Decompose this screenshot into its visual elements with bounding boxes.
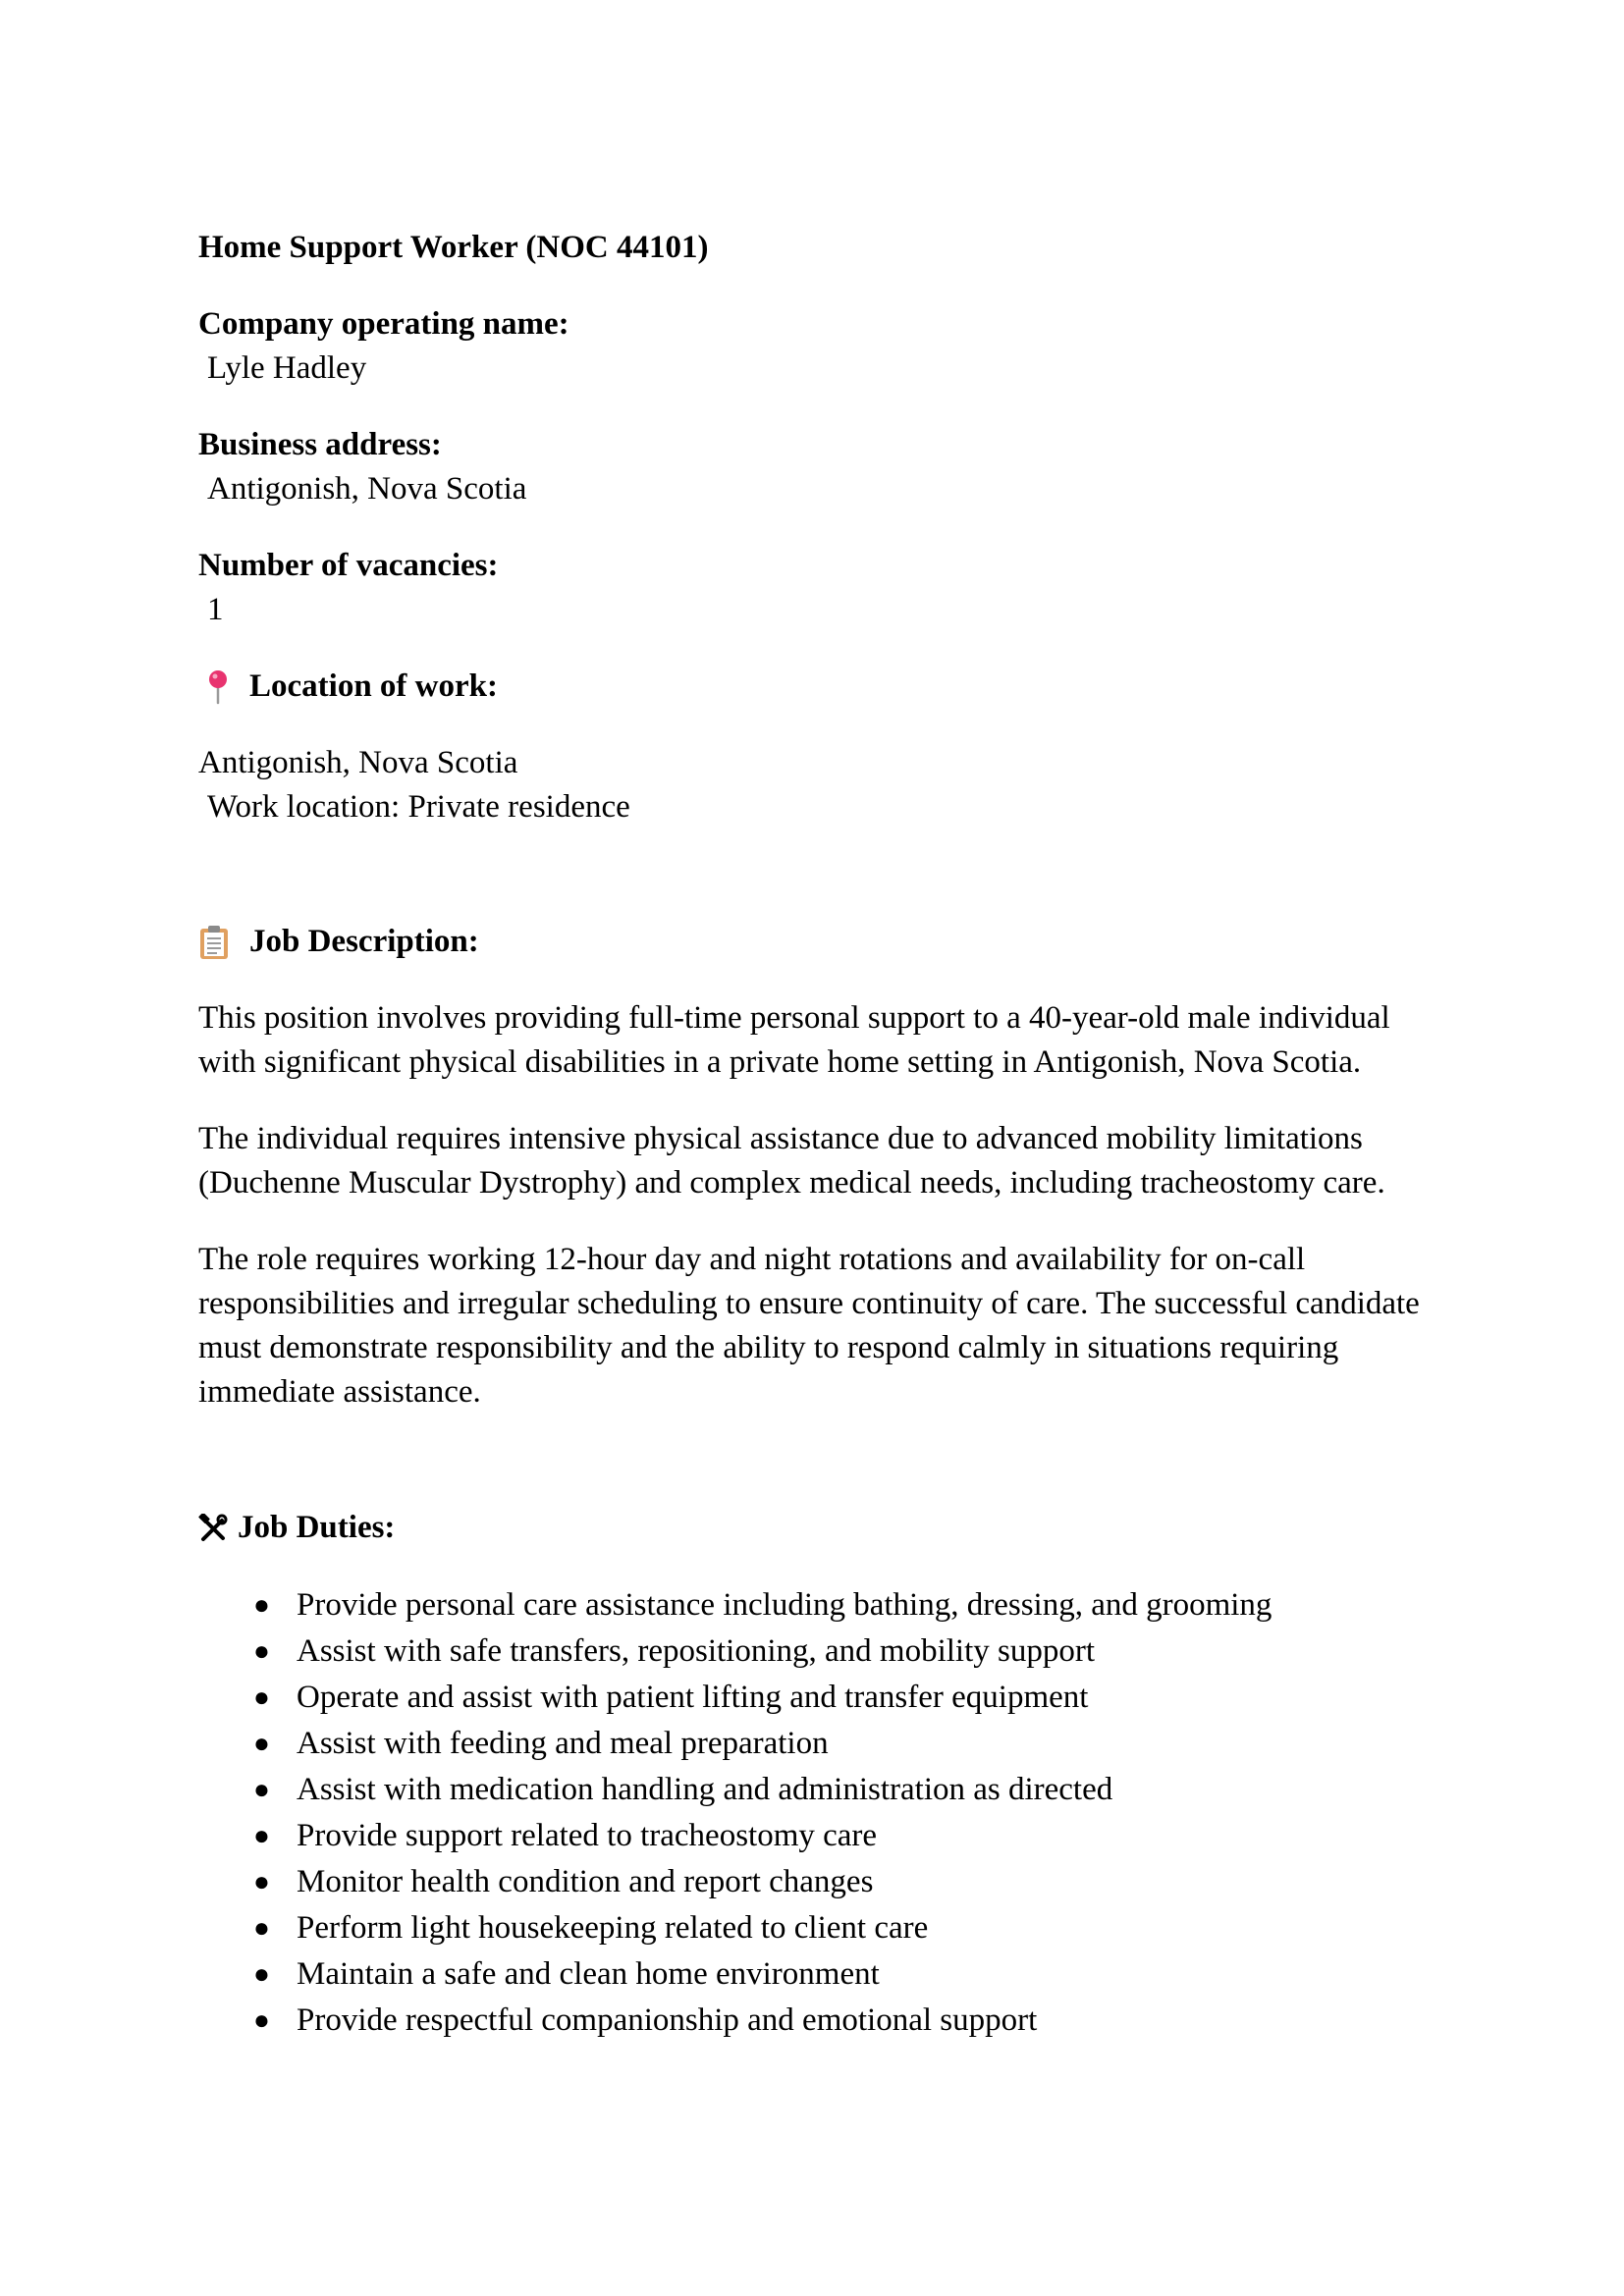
bullet-icon: ●: [253, 1821, 270, 1851]
bullet-icon: ●: [253, 1959, 270, 1990]
list-item: ● Assist with safe transfers, repositioning, and mobility support: [198, 1629, 1435, 1675]
bullet-icon: ●: [253, 1729, 270, 1759]
job-description-paragraph-1: This position involves providing full-time personal support to a 40-year-old male individual with significant physical disabilities in a private home setting in Antigonish, Nova Scotia.: [198, 1000, 1390, 1080]
business-address-value: Antigonish, Nova Scotia: [207, 471, 527, 507]
job-duties-heading-text: Job Duties:: [238, 1510, 396, 1545]
pin-icon: [206, 669, 230, 705]
bullet-icon: ●: [253, 1775, 270, 1805]
list-item: ● Provide respectful companionship and emotional support: [198, 1998, 1435, 2044]
bullet-icon: ●: [253, 2005, 270, 2036]
company-label: Company operating name:: [198, 306, 569, 342]
bullet-icon: ●: [253, 1590, 270, 1621]
job-description-paragraph-3: The role requires working 12-hour day and night rotations and availability for on-call responsibilities and irregular scheduling to ensure continuity of care. The successful candidate must demonstrate responsibility and the ability to respond calmly in situations requiring immediate assistance.: [198, 1242, 1420, 1410]
bullet-icon: ●: [253, 1682, 270, 1713]
bullet-icon: ●: [253, 1913, 270, 1944]
company-value: Lyle Hadley: [207, 350, 367, 386]
page-title: Home Support Worker (NOC 44101): [198, 230, 709, 265]
clipboard-icon: [198, 924, 230, 961]
company-field: [198, 302, 1435, 391]
location-heading: [198, 665, 1435, 709]
location-details: [198, 741, 1435, 829]
vacancies-value: 1: [207, 592, 224, 627]
document-page: [198, 226, 1435, 2044]
job-description-heading: [198, 920, 1435, 964]
location-heading-text: Location of work:: [249, 668, 498, 704]
vacancies-label: Number of vacancies:: [198, 548, 499, 583]
vacancies-field: [198, 544, 1435, 632]
list-item: ● Operate and assist with patient lifting and transfer equipment: [198, 1675, 1435, 1721]
bullet-icon: ●: [253, 1867, 270, 1897]
job-description-paragraph-2: The individual requires intensive physical assistance due to advanced mobility limitations (Duchenne Muscular Dystrophy) and complex medical needs, including tracheostomy care.: [198, 1121, 1385, 1201]
tools-icon: [198, 1514, 228, 1543]
job-description-heading-text: Job Description:: [249, 924, 479, 959]
list-item: ● Perform light housekeeping related to client care: [198, 1905, 1435, 1951]
bullet-icon: ●: [253, 1636, 270, 1667]
list-item: ● Monitor health condition and report changes: [198, 1859, 1435, 1905]
location-line-city: Antigonish, Nova Scotia: [198, 745, 518, 780]
location-line-workplace: Work location: Private residence: [207, 789, 630, 825]
list-item: ● Provide personal care assistance including bathing, dressing, and grooming: [198, 1582, 1435, 1629]
list-item: ● Assist with medication handling and administration as directed: [198, 1767, 1435, 1813]
job-duties-heading: [198, 1506, 1435, 1550]
business-address-field: [198, 423, 1435, 511]
list-item: ● Assist with feeding and meal preparation: [198, 1721, 1435, 1767]
list-item: ● Provide support related to tracheostomy care: [198, 1813, 1435, 1859]
business-address-label: Business address:: [198, 427, 442, 462]
list-item: ● Maintain a safe and clean home environment: [198, 1951, 1435, 1998]
job-duties-list: [198, 1582, 1435, 2044]
